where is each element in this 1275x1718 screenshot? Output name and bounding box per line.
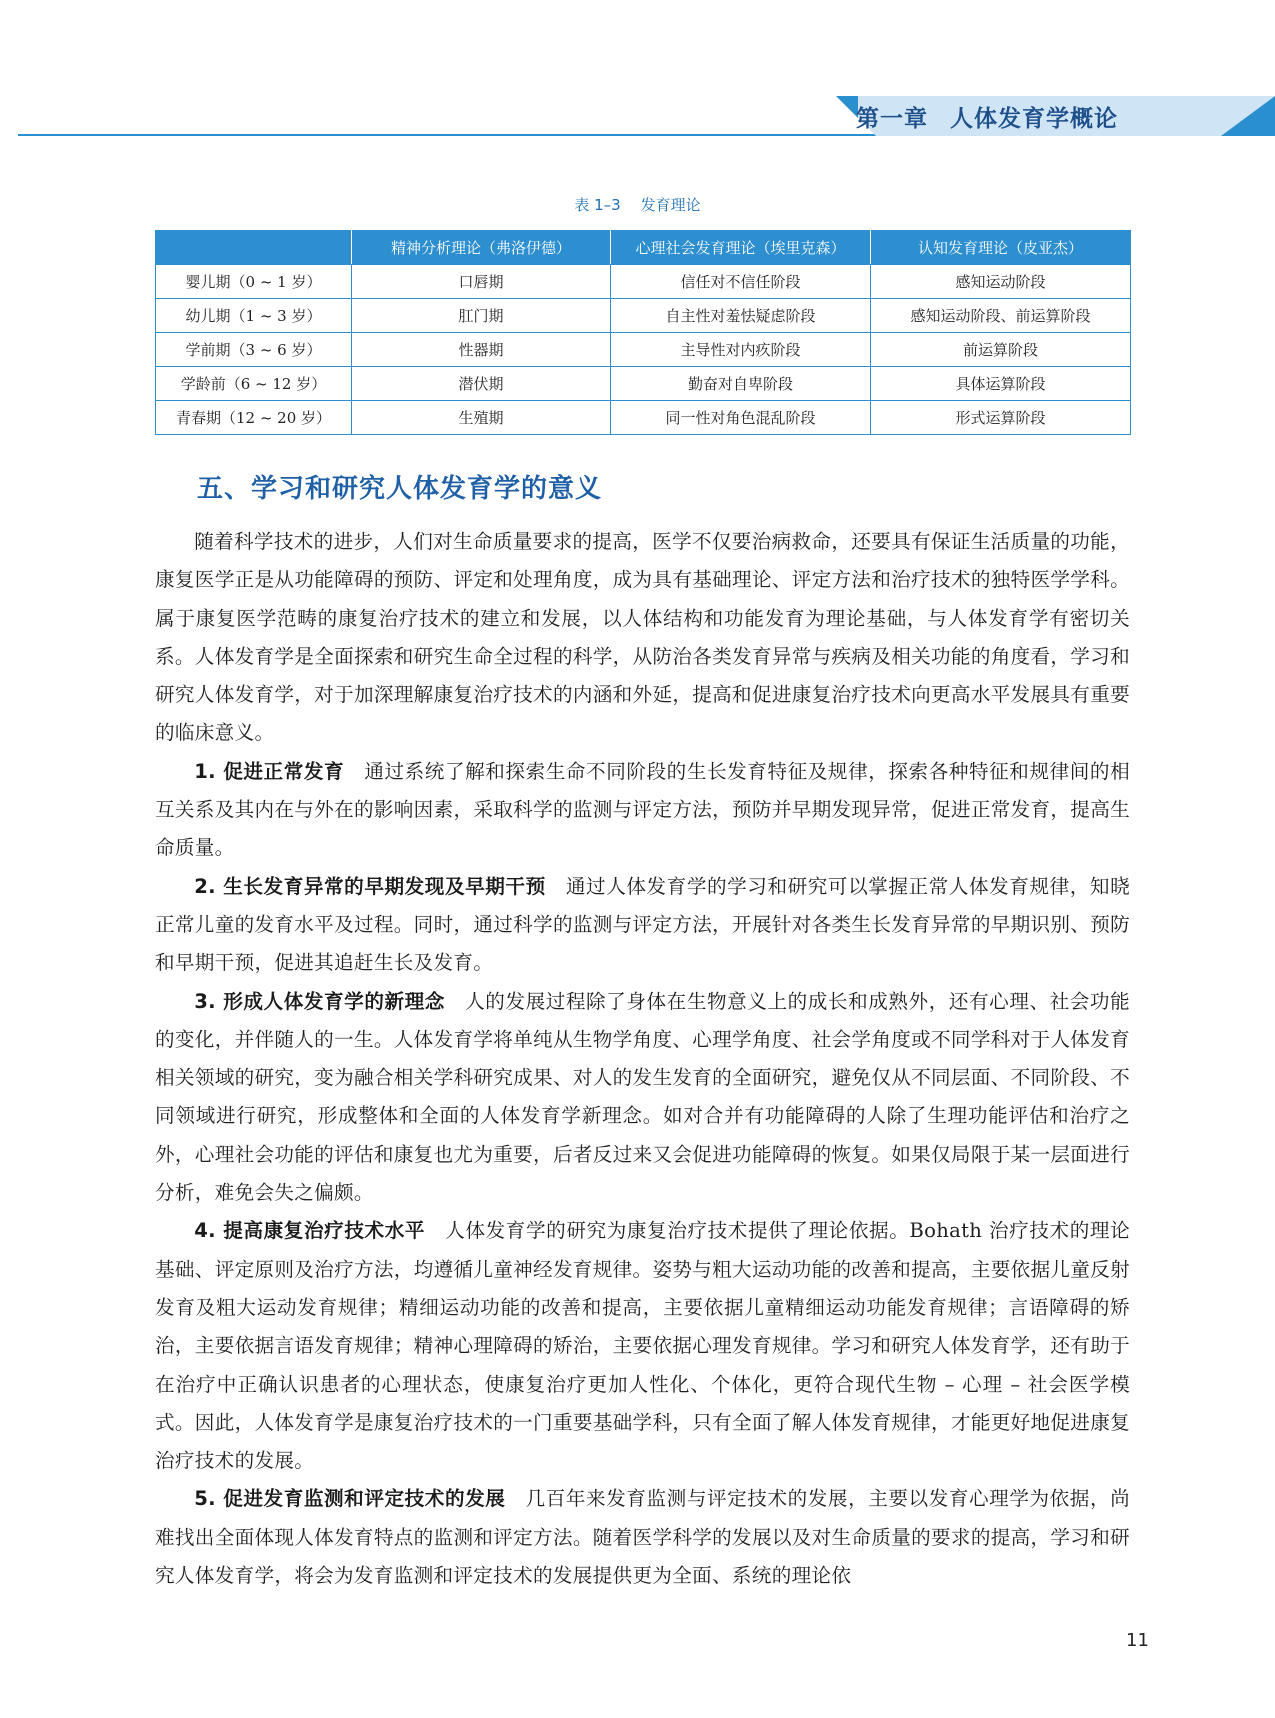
page-number: 11 — [1126, 1630, 1149, 1651]
table-cell: 前运算阶段 — [871, 333, 1131, 367]
table-cell: 学龄前（6 ~ 12 岁） — [156, 367, 352, 401]
section-body — [155, 523, 1130, 1595]
table-cell: 自主性对羞怯疑虑阶段 — [611, 299, 871, 333]
point-title: 2. 生长发育异常的早期发现及早期干预 — [194, 874, 546, 898]
point-title: 3. 形成人体发育学的新理念 — [194, 989, 445, 1013]
table-caption-number: 表 1–3 — [574, 196, 621, 214]
point-title: 1. 促进正常发育 — [194, 759, 345, 783]
intro-paragraph: 随着科学技术的进步，人们对生命质量要求的提高，医学不仅要治病救命，还要具有保证生活质量的功能，康复医学正是从功能障碍的预防、评定和处理角度，成为具有基础理论、评定方法和治疗技术的独特医学学科。属于康复医学范畴的康复治疗技术的建立和发展，以人体结构和功能发育为理论基础，与人体发育学有密切关系。人体发育学是全面探索和研究生命全过程的科学，从防治各类发育异常与疾病及相关功能的角度看，学习和研究人体发育学，对于加深理解康复治疗技术的内涵和外延，提高和促进康复治疗技术向更高水平发展具有重要的临床意义。 — [155, 530, 1130, 745]
development-theories-table — [155, 230, 1131, 435]
table-header-cell: 精神分析理论（弗洛伊德） — [352, 231, 611, 265]
table-cell: 具体运算阶段 — [871, 367, 1131, 401]
table-cell: 幼儿期（1 ~ 3 岁） — [156, 299, 352, 333]
chapter-title — [856, 100, 1118, 133]
point-text: 通过系统了解和探索生命不同阶段的生长发育特征及规律，探索各种特征和规律间的相互关系及其内在与外在的影响因素，采取科学的监测与评定方法，预防并早期发现异常，促进正常发育，提高生命质量。 — [155, 759, 1130, 860]
point-text: 人体发育学的研究为康复治疗技术提供了理论依据。Bohath 治疗技术的理论基础、评定原则及治疗方法，均遵循儿童神经发育规律。姿势与粗大运动功能的改善和提高，主要依据儿童反射发育及粗大运动发育规律；精细运动功能的改善和提高，主要依据儿童精细运动功能发育规律；言语障碍的矫治，主要依据言语发育规律；精神心理障碍的矫治，主要依据心理发育规律。学习和研究人体发育学，还有助于在治疗中正确认识患者的心理状态，使康复治疗更加人性化、个体化，更符合现代生物 – 心理 – 社会医学模式。因此，人体发育学是康复治疗技术的一门重要基础学科，只有全面了解人体发育规律，才能更好地促进康复治疗技术的发展。 — [155, 1219, 1130, 1473]
table-cell: 感知运动阶段 — [871, 265, 1131, 299]
point-paragraph — [155, 868, 1130, 983]
point-text: 人的发展过程除了身体在生物意义上的成长和成熟外，还有心理、社会功能的变化，并伴随人的一生。人体发育学将单纯从生物学角度、心理学角度、社会学角度或不同学科对于人体发育相关领域的研究，变为融合相关学科研究成果、对人的发生发育的全面研究，避免仅从不同层面、不同阶段、不同领域进行研究，形成整体和全面的人体发育学新理念。如对合并有功能障碍的人除了生理功能评估和治疗之外，心理社会功能的评估和康复也尤为重要，后者反过来又会促进功能障碍的恢复。如果仅局限于某一层面进行分析，难免会失之偏颇。 — [155, 989, 1130, 1205]
table-row — [156, 333, 1131, 367]
table-cell: 感知运动阶段、前运算阶段 — [871, 299, 1131, 333]
table-cell: 婴儿期（0 ~ 1 岁） — [156, 265, 352, 299]
table-cell: 主导性对内疚阶段 — [611, 333, 871, 367]
table-row — [156, 401, 1131, 435]
table-caption-title: 发育理论 — [640, 196, 701, 214]
table-cell: 肛门期 — [352, 299, 611, 333]
point-paragraph — [155, 983, 1130, 1213]
table-row — [156, 299, 1131, 333]
point-text: 几百年来发育监测与评定技术的发展，主要以发育心理学为依据，尚难找出全面体现人体发育特点的监测和评定方法。随着医学科学的发展以及对生命质量的要求的提高，学习和研究人体发育学，将会为发育监测和评定技术的发展提供更为全面、系统的理论依 — [155, 1487, 1130, 1588]
table-cell: 青春期（12 ~ 20 岁） — [156, 401, 352, 435]
point-paragraph — [155, 753, 1130, 868]
point-paragraph — [155, 1212, 1130, 1480]
table-cell: 形式运算阶段 — [871, 401, 1131, 435]
table-cell: 信任对不信任阶段 — [611, 265, 871, 299]
table-row — [156, 265, 1131, 299]
table-header-cell: 认知发育理论（皮亚杰） — [871, 231, 1131, 265]
point-paragraph — [155, 1480, 1130, 1595]
section-heading: 五、学习和研究人体发育学的意义 — [197, 474, 603, 504]
table-cell: 口唇期 — [352, 265, 611, 299]
table-caption — [0, 194, 1275, 215]
table-cell: 学前期（3 ~ 6 岁） — [156, 333, 352, 367]
table-cell: 生殖期 — [352, 401, 611, 435]
table-cell: 潜伏期 — [352, 367, 611, 401]
chapter-name: 人体发育学概论 — [950, 106, 1118, 132]
table-header-cell: 心理社会发育理论（埃里克森） — [611, 231, 871, 265]
table-row — [156, 367, 1131, 401]
table-header-row — [156, 231, 1131, 265]
table-cell: 同一性对角色混乱阶段 — [611, 401, 871, 435]
chapter-label: 第一章 — [856, 106, 928, 132]
table-header-cell — [156, 231, 352, 265]
point-text: 通过人体发育学的学习和研究可以掌握正常人体发育规律，知晓正常儿童的发育水平及过程。同时，通过科学的监测与评定方法，开展针对各类生长发育异常的早期识别、预防和早期干预，促进其追赶生长及发育。 — [155, 874, 1130, 975]
table-cell: 勤奋对自卑阶段 — [611, 367, 871, 401]
point-title: 4. 提高康复治疗技术水平 — [194, 1219, 426, 1243]
point-title: 5. 促进发育监测和评定技术的发展 — [194, 1487, 506, 1511]
table-cell: 性器期 — [352, 333, 611, 367]
